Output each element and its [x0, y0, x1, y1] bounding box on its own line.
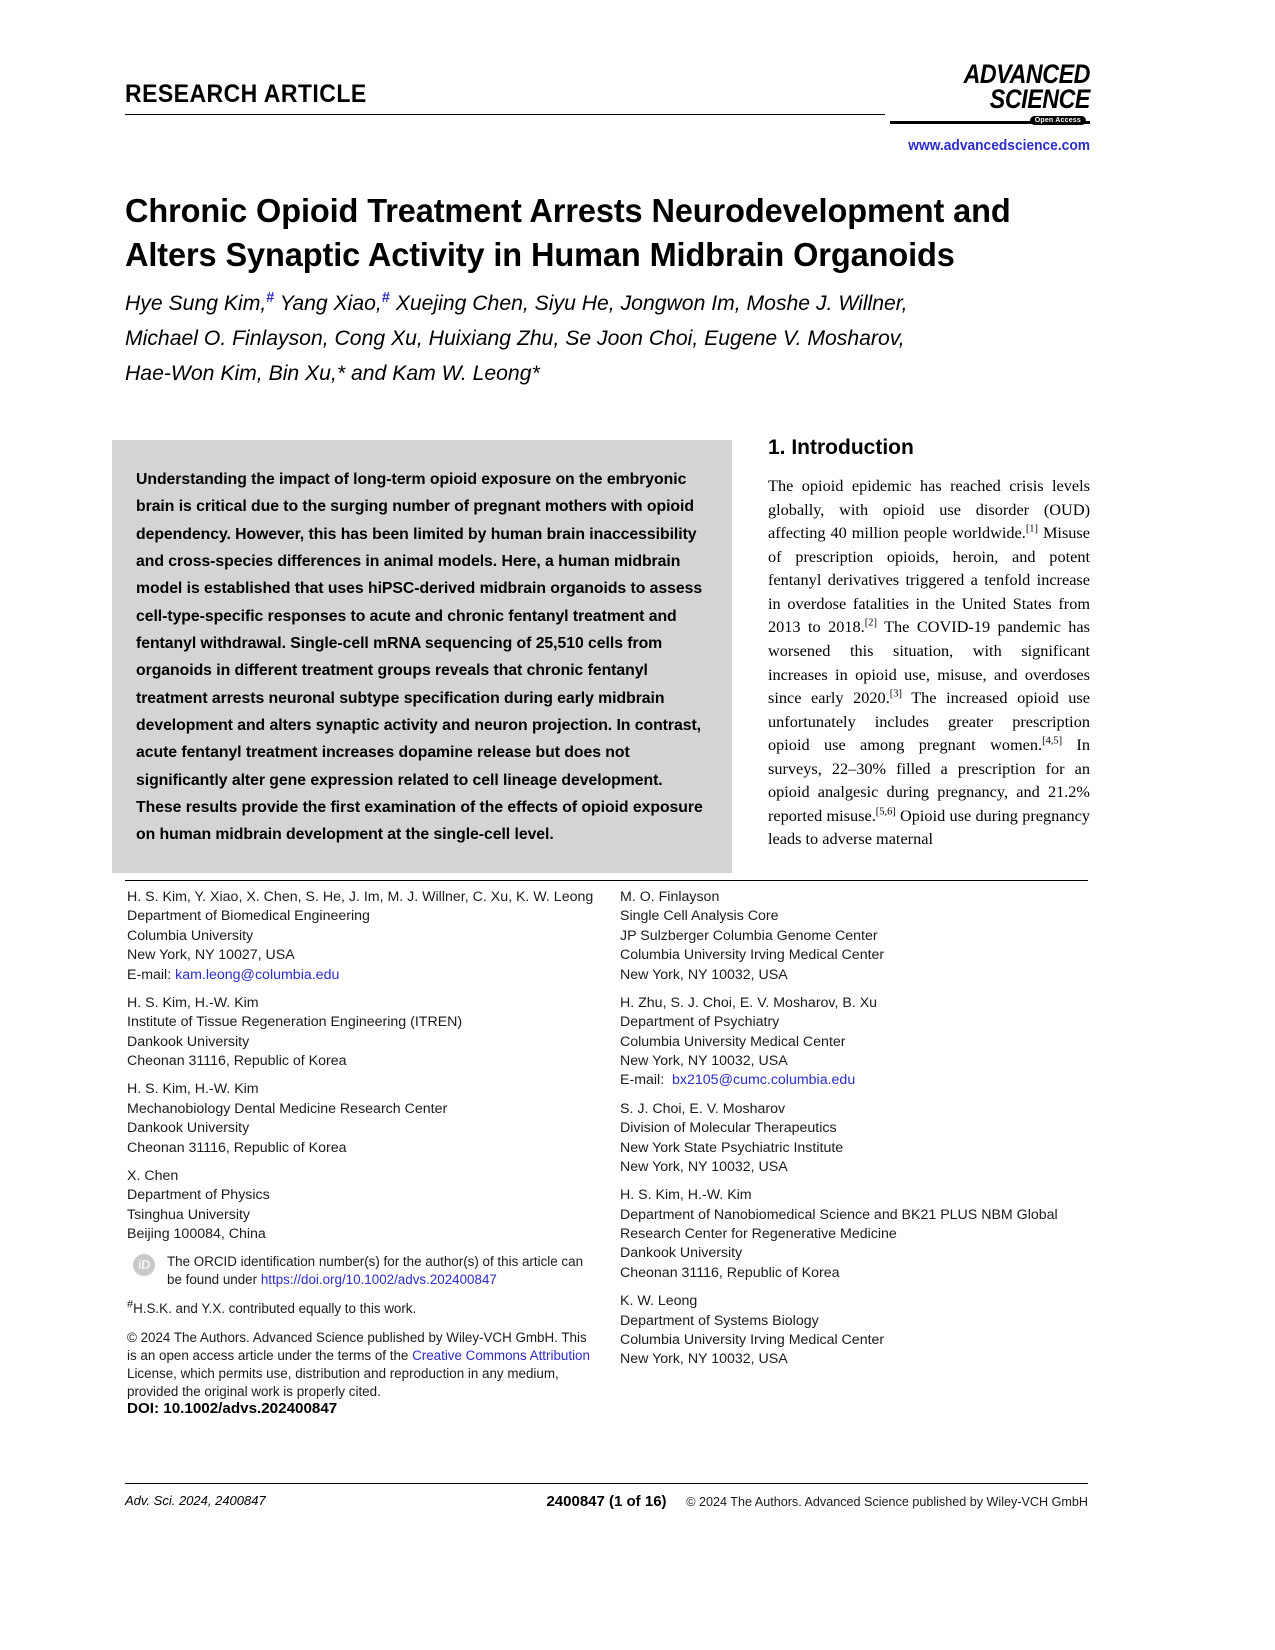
affiliation-line: Cheonan 31116, Republic of Korea: [620, 1264, 840, 1281]
journal-url-link[interactable]: www.advancedscience.com: [908, 137, 1090, 154]
affiliation-authors: H. S. Kim, H.-W. Kim: [127, 1081, 259, 1098]
abstract-box: Understanding the impact of long-term opioid exposure on the embryonic brain is critical due to the surging number of pregnant mothers with opioid dependency. However, this has been limited by human brain inaccessibility and cross-species differences in animal models. Here, a human midbrain model is established that uses hiPSC-derived midbrain organoids to assess cell-type-specific responses to acute and chronic fentanyl treatment and fentanyl withdrawal. Single-cell mRNA sequencing of 25,510 cells from organoids in different treatment groups reveals that chronic fentanyl treatment arrests neuronal subtype specification during early midbrain development and alters synaptic activity and neuron projection. In contrast, acute fentanyl treatment increases dopamine release but does not significantly alter gene expression related to cell lineage development. These results provide the first examination of the effects of opioid exposure on human midbrain development at the single-cell level.: [112, 440, 732, 873]
equal-contribution-marker: #: [266, 289, 275, 306]
footer-page-number: 2400847 (1 of 16): [546, 1493, 667, 1510]
author-line-1-part-a: Hye Sung Kim,: [125, 291, 267, 315]
affiliation-block: [620, 1292, 1090, 1370]
open-access-badge: Open Access: [1030, 116, 1086, 126]
affiliation-line: Columbia University: [127, 927, 254, 944]
intro-text-e: In surveys, 22–30% filled a prescription for an opioid analgesic during pregnancy, and 21.2% reported misuse.: [768, 735, 1090, 825]
affiliation-line: Columbia University Irving Medical Center: [620, 1331, 885, 1348]
email-label: E-mail:: [127, 966, 176, 983]
citation-ref-5[interactable]: [5,6]: [875, 806, 896, 818]
article-type-label: RESEARCH ARTICLE: [125, 80, 367, 108]
affiliation-authors: S. J. Choi, E. V. Mosharov: [620, 1100, 786, 1117]
affiliation-line: Single Cell Analysis Core: [620, 908, 779, 925]
affiliation-line: Columbia University Medical Center: [620, 1033, 846, 1050]
affiliation-block: [127, 888, 597, 985]
journal-branding: [890, 59, 1090, 154]
brand-science-text: SCIENCE: [989, 84, 1090, 115]
orcid-id-icon: iD: [133, 1254, 155, 1276]
affiliations-column-right: [620, 888, 1090, 1370]
brand-advanced-text: ADVANCED: [963, 59, 1090, 89]
email-link[interactable]: bx2105@cumc.columbia.edu: [672, 1072, 856, 1089]
header-divider: [125, 114, 885, 115]
introduction-section: [768, 435, 1090, 851]
copyright-text-b: License, which permits use, distribution and reproduction in any medium, provided the original work is properly cited.: [127, 1366, 559, 1400]
affiliation-line: Dankook University: [127, 1033, 250, 1050]
affiliation-block: [620, 1186, 1090, 1283]
orcid-note: [127, 1253, 597, 1289]
affiliation-block: [620, 994, 1090, 1091]
affiliation-line: New York, NY 10027, USA: [127, 947, 295, 964]
affiliation-authors: H. S. Kim, Y. Xiao, X. Chen, S. He, J. Im, M. J. Willner, C. Xu, K. W. Leong: [127, 889, 594, 905]
intro-text-c: The COVID-19 pandemic has worsened this situation, with significant increases in opioid use, misuse, and overdoses since early 2020.: [768, 617, 1090, 708]
citation-ref-3[interactable]: [3]: [889, 688, 902, 700]
page-footer: [125, 1493, 1088, 1515]
affiliation-block: [127, 1080, 597, 1158]
affiliation-line: Department of Biomedical Engineering: [127, 908, 370, 925]
equal-contribution-note: [127, 1300, 597, 1318]
copyright-note: [127, 1329, 597, 1402]
equal-contribution-symbol: #: [127, 1298, 134, 1311]
introduction-heading: 1. Introduction: [768, 436, 914, 459]
footnotes-block: [127, 1253, 597, 1402]
affiliation-line: Institute of Tissue Regeneration Engineering (ITREN): [127, 1014, 463, 1031]
affiliation-email-line: [127, 966, 597, 985]
affiliations-divider: [125, 880, 1088, 881]
citation-ref-2[interactable]: [2]: [864, 618, 877, 630]
affiliation-authors: K. W. Leong: [620, 1293, 698, 1310]
orcid-doi-link[interactable]: https://doi.org/10.1002/advs.202400847: [260, 1272, 497, 1288]
affiliation-authors: H. S. Kim, H.-W. Kim: [620, 1187, 752, 1204]
equal-contribution-text: H.S.K. and Y.X. contributed equally to this work.: [133, 1301, 417, 1317]
affiliation-block: [127, 1167, 597, 1245]
email-label: E-mail:: [620, 1072, 673, 1089]
orcid-note-text: The ORCID identification number(s) for the author(s) of this article can be found under: [167, 1254, 584, 1288]
author-line-1-part-c: Xuejing Chen, Siyu He, Jongwon Im, Moshe J. Willner,: [389, 291, 908, 315]
affiliation-block: [620, 1100, 1090, 1178]
introduction-paragraph: [768, 474, 1090, 851]
affiliation-line: Division of Molecular Therapeutics: [620, 1120, 837, 1137]
affiliation-line: Department of Systems Biology: [620, 1312, 819, 1329]
affiliation-line: Department of Psychiatry: [620, 1014, 780, 1031]
doi-line[interactable]: DOI: 10.1002/advs.202400847: [127, 1400, 338, 1417]
email-link[interactable]: kam.leong@columbia.edu: [175, 966, 340, 983]
affiliation-line: Dankook University: [620, 1245, 743, 1262]
affiliation-line: New York, NY 10032, USA: [620, 966, 788, 983]
footer-journal-reference: Adv. Sci. 2024, 2400847: [125, 1493, 266, 1508]
affiliation-line: New York, NY 10032, USA: [620, 1053, 788, 1069]
author-line-2: Michael O. Finlayson, Cong Xu, Huixiang Zhu, Se Joon Choi, Eugene V. Mosharov,: [125, 326, 905, 351]
footer-divider: [125, 1483, 1088, 1484]
affiliation-email-line: [620, 1071, 1090, 1090]
affiliation-line: Cheonan 31116, Republic of Korea: [127, 1053, 347, 1069]
affiliation-line: New York, NY 10032, USA: [620, 1351, 788, 1368]
page-title: Chronic Opioid Treatment Arrests Neurodevelopment and Alters Synaptic Activity in Human Midbrain Organoids: [125, 193, 1011, 274]
affiliation-line: JP Sulzberger Columbia Genome Center: [620, 927, 878, 944]
affiliations-column-left: [127, 888, 597, 1244]
author-line-1-part-b: Yang Xiao,: [274, 291, 382, 315]
affiliation-authors: M. O. Finlayson: [620, 889, 720, 905]
affiliation-line: Department of Physics: [127, 1187, 270, 1204]
affiliation-line: Tsinghua University: [127, 1206, 251, 1223]
affiliation-block: [127, 994, 597, 1072]
affiliation-line: Mechanobiology Dental Medicine Research Center: [127, 1100, 448, 1117]
creative-commons-link[interactable]: Creative Commons Attribution: [412, 1347, 590, 1363]
affiliation-line: Cheonan 31116, Republic of Korea: [127, 1139, 347, 1156]
intro-text-b: Misuse of prescription opioids, heroin, and potent fentanyl derivatives triggered a tenfold increase in overdose fatalities in the United States from 2013 to 2018.: [768, 523, 1090, 637]
affiliation-block: [620, 888, 1090, 985]
brand-rule-wrap: [890, 116, 1090, 130]
footer-copyright: © 2024 The Authors. Advanced Science published by Wiley-VCH GmbH: [686, 1495, 1088, 1509]
affiliation-line: Beijing 100084, China: [127, 1226, 266, 1242]
affiliation-line: Department of Nanobiomedical Science and BK21 PLUS NBM Global: [620, 1206, 1058, 1223]
intro-text-f: Opioid use during pregnancy leads to adverse maternal: [768, 805, 1091, 849]
affiliation-line: Columbia University Irving Medical Center: [620, 947, 885, 964]
affiliation-line: Dankook University: [127, 1120, 250, 1137]
citation-ref-4[interactable]: [4,5]: [1042, 735, 1063, 747]
intro-text-a: The opioid epidemic has reached crisis levels globally, with opioid use disorder (OUD) affecting 40 million people worldwide.: [768, 476, 1090, 543]
affiliation-line: New York State Psychiatric Institute: [620, 1139, 844, 1156]
equal-contribution-marker-2: #: [381, 289, 390, 306]
affiliation-authors: H. Zhu, S. J. Choi, E. V. Mosharov, B. Xu: [620, 994, 878, 1011]
author-list: [125, 286, 1061, 391]
citation-ref-1[interactable]: [1]: [1025, 523, 1038, 535]
intro-text-d: The increased opioid use unfortunately includes greater prescription opioid use among pregnant women.: [768, 688, 1090, 755]
affiliation-authors: H. S. Kim, H.-W. Kim: [127, 994, 259, 1011]
affiliation-line: Research Center for Regenerative Medicine: [620, 1226, 897, 1242]
copyright-text-a: © 2024 The Authors. Advanced Science published by Wiley-VCH GmbH. This is an open access article under the terms of the: [127, 1329, 587, 1363]
affiliation-line: New York, NY 10032, USA: [620, 1158, 788, 1175]
affiliation-authors: X. Chen: [127, 1167, 179, 1184]
author-line-3: Hae-Won Kim, Bin Xu,* and Kam W. Leong*: [125, 361, 540, 386]
page-header: [125, 59, 1090, 154]
